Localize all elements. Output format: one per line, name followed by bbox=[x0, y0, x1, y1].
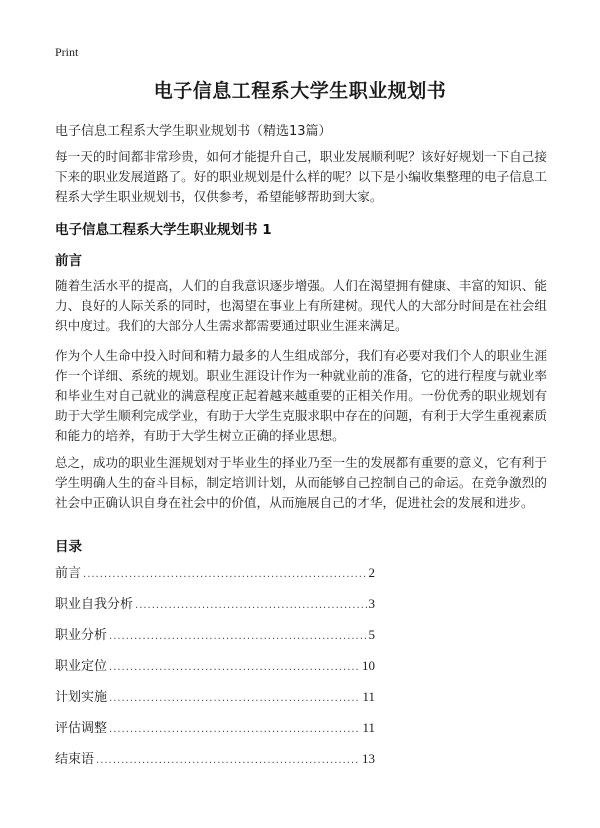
toc-entry[interactable] bbox=[55, 655, 375, 686]
document-subtitle: 电子信息工程系大学生职业规划书（精选13篇） bbox=[55, 124, 332, 139]
body-paragraph: 随着生活水平的提高，人们的自我意识逐步增强。人们在渴望拥有健康、丰富的知识、能力、良好的人际关系的同时，也渴望在事业上有所建树。现代人的大部分时间是在社会组织中度过。我们的大部分人生需求都需要通过职业生涯来满足。 bbox=[55, 278, 547, 333]
toc-leader bbox=[109, 724, 360, 735]
toc-entry-label: 前言 bbox=[55, 566, 82, 581]
print-label: Print bbox=[55, 45, 79, 59]
document-title: 电子信息工程系大学生职业规划书 bbox=[153, 80, 447, 102]
toc-entry[interactable] bbox=[55, 717, 375, 748]
table-of-contents bbox=[55, 562, 375, 779]
toc-entry[interactable] bbox=[55, 593, 375, 624]
toc-entry-page: 2 bbox=[368, 565, 375, 580]
toc-entry[interactable] bbox=[55, 624, 375, 655]
toc-entry-page: 10 bbox=[362, 658, 375, 673]
toc-leader bbox=[109, 693, 360, 704]
toc-leader bbox=[96, 755, 360, 766]
toc-entry-label: 评估调整 bbox=[55, 721, 108, 736]
toc-entry-page: 5 bbox=[368, 627, 375, 642]
toc-leader bbox=[83, 569, 366, 580]
toc-leader bbox=[109, 662, 360, 673]
toc-entry-page: 11 bbox=[362, 720, 375, 735]
section-title: 电子信息工程系大学生职业规划书 1 bbox=[55, 222, 272, 238]
body-paragraph: 总之，成功的职业生涯规划对于毕业生的择业乃至一生的发展都有重要的意义，它有利于学生明确人生的奋斗目标，制定培训计划，从而能够自己控制自己的命运。在竞争激烈的社会中正确认识自身在社会中的价值，从而施展自己的才华，促进社会的发展和进步。 bbox=[55, 455, 547, 510]
toc-entry[interactable] bbox=[55, 562, 375, 593]
toc-entry-label: 职业自我分析 bbox=[55, 597, 134, 612]
toc-entry-label: 职业定位 bbox=[55, 659, 108, 674]
body-paragraph: 作为个人生命中投入时间和精力最多的人生组成部分，我们有必要对我们个人的职业生涯作一个详细、系统的规划。职业生涯设计作为一种就业前的准备，它的进行程度与就业率和毕业生对自己就业的满意程度正起着越来越重要的正相关作用。一份优秀的职业规划有助于大学生顺利完成学业，有助于大学生克服求职中存在的问题，有利于大学生重视素质和能力的培养，有助于大学生树立正确的择业思想。 bbox=[55, 348, 547, 443]
toc-heading: 目录 bbox=[55, 539, 82, 555]
toc-entry-page: 3 bbox=[368, 596, 375, 611]
toc-entry-label: 结束语 bbox=[55, 752, 95, 767]
toc-leader bbox=[109, 631, 366, 642]
toc-entry[interactable] bbox=[55, 748, 375, 779]
toc-leader bbox=[135, 600, 366, 611]
toc-entry[interactable] bbox=[55, 686, 375, 717]
toc-entry-label: 职业分析 bbox=[55, 628, 108, 643]
intro-paragraph: 每一天的时间都非常珍贵，如何才能提升自己，职业发展顺利呢？该好好规划一下自己接下来的职业发展道路了。好的职业规划是什么样的呢？以下是小编收集整理的电子信息工程系大学生职业规划书，仅供参考，希望能够帮助到大家。 bbox=[55, 149, 547, 204]
toc-entry-label: 计划实施 bbox=[55, 690, 108, 705]
preface-heading: 前言 bbox=[55, 253, 82, 269]
toc-entry-page: 13 bbox=[362, 751, 375, 766]
toc-entry-page: 11 bbox=[362, 689, 375, 704]
